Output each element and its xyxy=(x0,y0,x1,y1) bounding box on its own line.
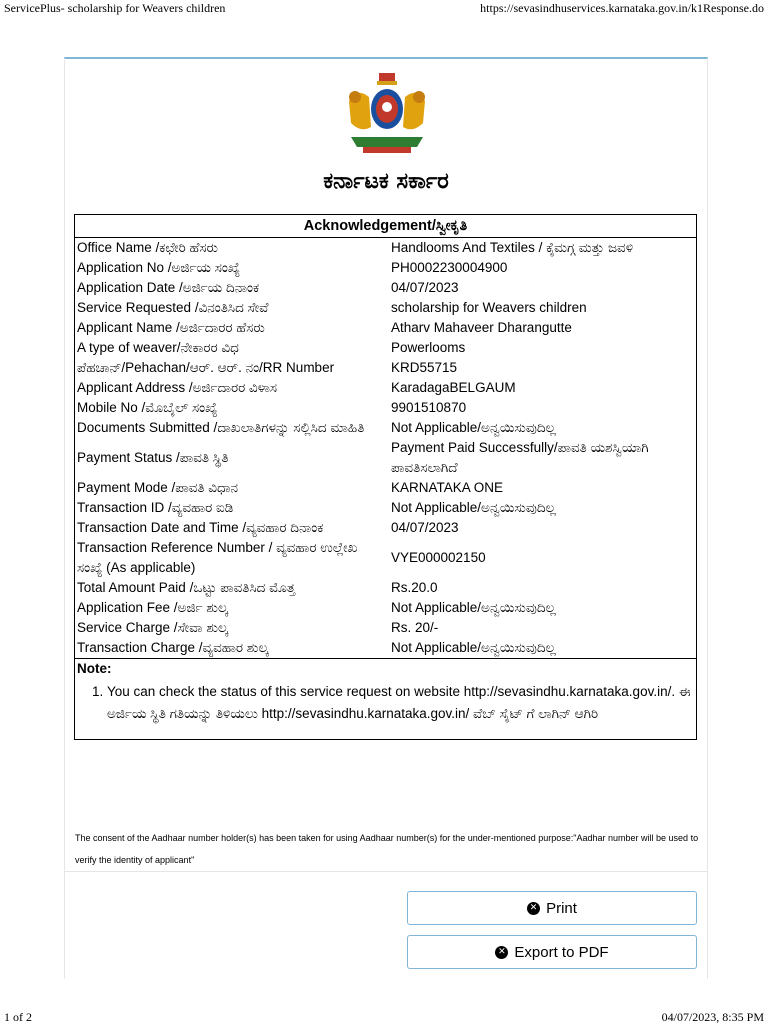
export-pdf-button-label: Export to PDF xyxy=(514,943,609,961)
row-label: Total Amount Paid /ಒಟ್ಟು ಪಾವತಿಸಿದ ಮೊತ್ತ xyxy=(77,580,296,595)
row-value: scholarship for Weavers children xyxy=(391,300,587,315)
row-label: Application Fee /ಅರ್ಜಿ ಶುಲ್ಕ xyxy=(77,600,228,615)
row-label: A type of weaver/ನೇಕಾರರ ವಿಧ xyxy=(77,340,239,355)
close-circle-icon: ✕ xyxy=(527,902,540,915)
row-value: Not Applicable/ಅನ್ವಯಿಸುವುದಿಲ್ಲ xyxy=(391,600,556,615)
note-title: Note: xyxy=(77,661,112,676)
table-row xyxy=(75,258,697,278)
table-title: Acknowledgement/ಸ್ವೀಕೃತಿ xyxy=(75,215,697,238)
row-label: Transaction Charge /ವ್ಯವಹಾರ ಶುಲ್ಕ xyxy=(77,640,269,655)
table-row xyxy=(75,578,697,598)
divider xyxy=(65,871,707,872)
acknowledgement-card xyxy=(64,57,708,979)
note-item: 1. You can check the status of this service request on website http://sevasindhu.karnataka.gov.in/. ಈ ಅರ್ಜಿಯ ಸ್ಥಿತಿ ಗತಿಯನ್ನು ತಿಳಿಯಲು http://sevasindhu.karnataka.gov.in/ ವೆಬ್ ಸೈಟ್ ಗೆ ಲಾಗಿನ್ ಆಗಿರಿ xyxy=(107,681,694,725)
table-row xyxy=(75,598,697,618)
row-label: Application Date /ಅರ್ಜಿಯ ದಿನಾಂಕ xyxy=(77,280,260,295)
row-value: 04/07/2023 xyxy=(391,520,459,535)
print-page-url: https://sevasindhuservices.karnataka.gov.in/k1Response.do xyxy=(480,1,764,15)
table-row xyxy=(75,618,697,638)
acknowledgement-table xyxy=(74,214,697,740)
row-value: Payment Paid Successfully/ಪಾವತಿ ಯಶಸ್ವಿಯಾಗಿ ಪಾವತಿಸಲಾಗಿದೆ xyxy=(391,440,649,475)
row-label: Transaction Date and Time /ವ್ಯವಹಾರ ದಿನಾಂಕ xyxy=(77,520,324,535)
print-button[interactable] xyxy=(407,891,697,925)
print-page-number: 1 of 2 xyxy=(4,1010,32,1024)
note-list xyxy=(77,681,694,725)
table-row xyxy=(75,318,697,338)
row-value: Not Applicable/ಅನ್ವಯಿಸುವುದಿಲ್ಲ xyxy=(391,500,556,515)
print-header xyxy=(0,0,768,18)
row-label: Office Name /ಕಛೇರಿ ಹೆಸರು xyxy=(77,240,218,255)
acknowledgement-rows xyxy=(75,238,697,659)
table-row xyxy=(75,278,697,298)
row-label: Payment Mode /ಪಾವತಿ ವಿಧಾನ xyxy=(77,480,238,495)
note-row xyxy=(75,659,697,740)
row-value: 9901510870 xyxy=(391,400,467,415)
aadhaar-consent-text: The consent of the Aadhaar number holder(s) has been taken for using Aadhaar number(s) for the under-mentioned purpose:"Aadhar number will be used to verify the identity of applicant" xyxy=(75,833,699,865)
row-label: Transaction Reference Number / ವ್ಯವಹಾರ ಉಲ್ಲೇಖ ಸಂಖ್ಯೆ (As applicable) xyxy=(77,540,358,575)
karnataka-emblem-icon xyxy=(341,71,433,157)
table-row xyxy=(75,538,697,578)
table-row xyxy=(75,478,697,498)
close-circle-icon: ✕ xyxy=(495,946,508,959)
row-value: VYE000002150 xyxy=(391,550,486,565)
print-button-label: Print xyxy=(546,899,577,917)
table-row xyxy=(75,238,697,259)
export-pdf-button[interactable] xyxy=(407,935,697,969)
row-label: Service Charge /ಸೇವಾ ಶುಲ್ಕ xyxy=(77,620,229,635)
row-value: Rs. 20/- xyxy=(391,620,439,635)
row-label: Payment Status /ಪಾವತಿ ಸ್ಥಿತಿ xyxy=(77,450,229,465)
table-row xyxy=(75,418,697,438)
table-row xyxy=(75,358,697,378)
print-datetime: 04/07/2023, 8:35 PM xyxy=(661,1010,764,1024)
table-row xyxy=(75,338,697,358)
row-value: Rs.20.0 xyxy=(391,580,438,595)
table-row xyxy=(75,398,697,418)
row-value: KaradagaBELGAUM xyxy=(391,380,516,395)
row-value: Not Applicable/ಅನ್ವಯಿಸುವುದಿಲ್ಲ xyxy=(391,640,556,655)
government-title: ಕರ್ನಾಟಕ ಸರ್ಕಾರ xyxy=(323,169,449,194)
table-row xyxy=(75,378,697,398)
row-label: Transaction ID /ವ್ಯವಹಾರ ಐಡಿ xyxy=(77,500,234,515)
row-label: Documents Submitted /ದಾಖಲಾತಿಗಳನ್ನು ಸಲ್ಲಿಸಿದ ಮಾಹಿತಿ xyxy=(77,420,365,435)
print-page-title: ServicePlus- scholarship for Weavers children xyxy=(4,1,226,15)
row-value: 04/07/2023 xyxy=(391,280,459,295)
table-row xyxy=(75,298,697,318)
row-label: Applicant Address /ಅರ್ಜಿದಾರರ ವಿಳಾಸ xyxy=(77,380,278,395)
row-value: Handlooms And Textiles / ಕೈಮಗ್ಗ ಮತ್ತು ಜವಳಿ xyxy=(391,240,634,255)
row-label: Applicant Name /ಅರ್ಜಿದಾರರ ಹೆಸರು xyxy=(77,320,265,335)
row-value: KARNATAKA ONE xyxy=(391,480,504,495)
table-row xyxy=(75,638,697,659)
row-label: Mobile No /ಮೊಬೈಲ್ ಸಂಖ್ಯೆ xyxy=(77,400,218,415)
row-value: Powerlooms xyxy=(391,340,466,355)
table-row xyxy=(75,518,697,538)
table-row xyxy=(75,438,697,478)
row-label: Service Requested /ವಿನಂತಿಸಿದ ಸೇವೆ xyxy=(77,300,269,315)
row-value: PH0002230004900 xyxy=(391,260,508,275)
row-value: Not Applicable/ಅನ್ವಯಿಸುವುದಿಲ್ಲ xyxy=(391,420,556,435)
row-label: ಪೆಹಚಾನ್/Pehachan/ಆರ್. ಆರ್. ನಂ/RR Number xyxy=(77,360,335,375)
row-value: Atharv Mahaveer Dharangutte xyxy=(391,320,572,335)
table-row xyxy=(75,498,697,518)
row-value: KRD55715 xyxy=(391,360,458,375)
row-label: Application No /ಅರ್ಜಿಯ ಸಂಖ್ಯೆ xyxy=(77,260,241,275)
